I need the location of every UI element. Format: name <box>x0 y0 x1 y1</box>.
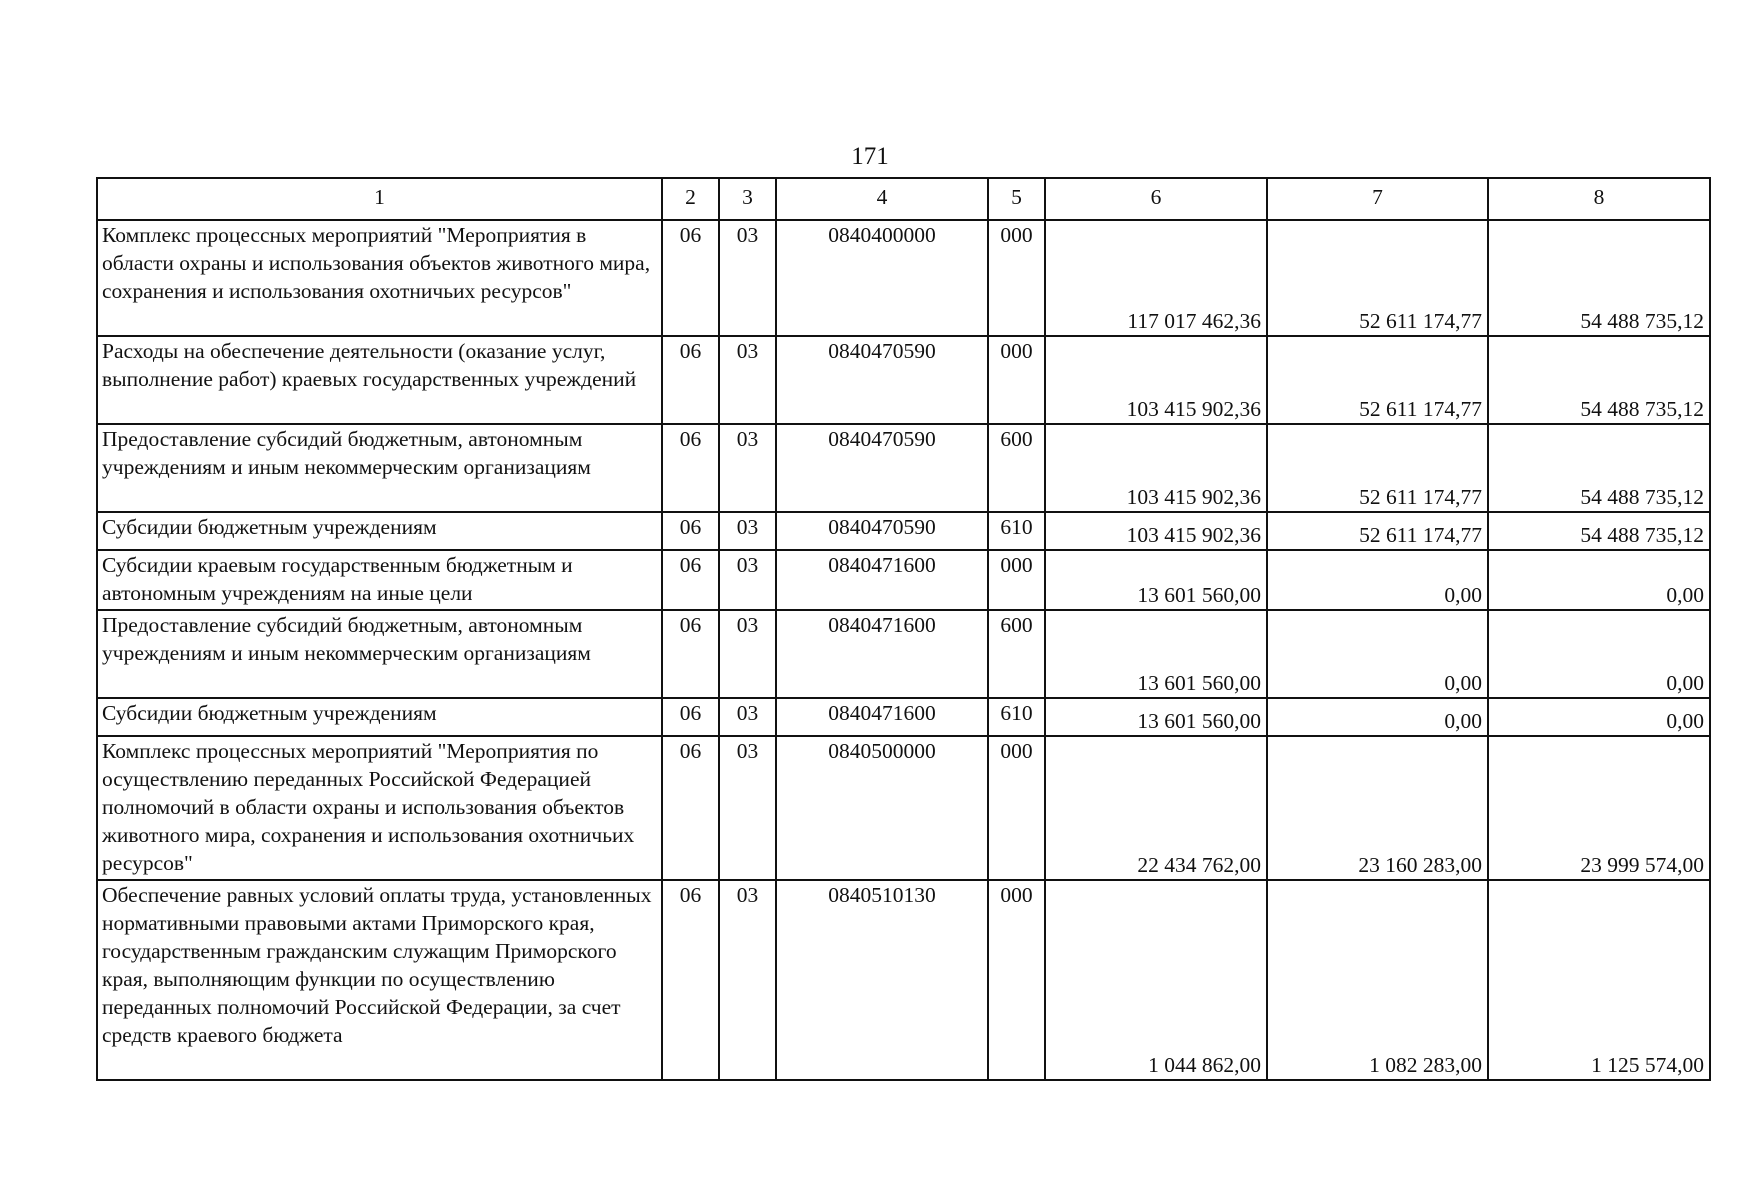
amount-col7: 0,00 <box>1267 550 1488 610</box>
item-name: Комплекс процессных мероприятий "Мероприятия в области охраны и использования объектов животного мира, сохранения и использования охотничьих ресурсов" <box>97 220 662 336</box>
target-article-code: 0840400000 <box>776 220 988 336</box>
target-article-code: 0840471600 <box>776 610 988 698</box>
table-row <box>97 512 1710 550</box>
item-name: Субсидии бюджетным учреждениям <box>97 698 662 736</box>
column-header: 7 <box>1267 178 1488 220</box>
budget-table <box>96 177 1711 1081</box>
column-header: 3 <box>719 178 776 220</box>
table-row <box>97 610 1710 698</box>
amount-col8: 54 488 735,12 <box>1488 424 1710 512</box>
expense-type-code: 000 <box>988 220 1045 336</box>
amount-col6: 1 044 862,00 <box>1045 880 1267 1080</box>
amount-col6: 117 017 462,36 <box>1045 220 1267 336</box>
section-code: 06 <box>662 880 719 1080</box>
subsection-code: 03 <box>719 698 776 736</box>
target-article-code: 0840510130 <box>776 880 988 1080</box>
column-header: 8 <box>1488 178 1710 220</box>
section-code: 06 <box>662 736 719 880</box>
column-header: 5 <box>988 178 1045 220</box>
item-name: Предоставление субсидий бюджетным, автономным учреждениям и иным некоммерческим организациям <box>97 424 662 512</box>
section-code: 06 <box>662 512 719 550</box>
expense-type-code: 600 <box>988 424 1045 512</box>
amount-col7: 0,00 <box>1267 698 1488 736</box>
section-code: 06 <box>662 610 719 698</box>
item-name: Субсидии бюджетным учреждениям <box>97 512 662 550</box>
table-row <box>97 880 1710 1080</box>
column-header: 2 <box>662 178 719 220</box>
amount-col7: 52 611 174,77 <box>1267 512 1488 550</box>
expense-type-code: 610 <box>988 698 1045 736</box>
amount-col8: 0,00 <box>1488 698 1710 736</box>
subsection-code: 03 <box>719 610 776 698</box>
subsection-code: 03 <box>719 336 776 424</box>
expense-type-code: 600 <box>988 610 1045 698</box>
subsection-code: 03 <box>719 736 776 880</box>
amount-col7: 1 082 283,00 <box>1267 880 1488 1080</box>
item-name: Субсидии краевым государственным бюджетным и автономным учреждениям на иные цели <box>97 550 662 610</box>
section-code: 06 <box>662 698 719 736</box>
target-article-code: 0840470590 <box>776 424 988 512</box>
amount-col6: 103 415 902,36 <box>1045 424 1267 512</box>
table-row <box>97 698 1710 736</box>
target-article-code: 0840471600 <box>776 698 988 736</box>
amount-col6: 103 415 902,36 <box>1045 512 1267 550</box>
table-row <box>97 336 1710 424</box>
subsection-code: 03 <box>719 424 776 512</box>
expense-type-code: 000 <box>988 880 1045 1080</box>
target-article-code: 0840470590 <box>776 336 988 424</box>
amount-col6: 13 601 560,00 <box>1045 610 1267 698</box>
amount-col8: 54 488 735,12 <box>1488 512 1710 550</box>
column-header: 1 <box>97 178 662 220</box>
amount-col6: 22 434 762,00 <box>1045 736 1267 880</box>
item-name: Комплекс процессных мероприятий "Мероприятия по осуществлению переданных Российской Федерацией полномочий в области охраны и использования объектов животного мира, сохранения и использования охотничьих ресурсов" <box>97 736 662 880</box>
subsection-code: 03 <box>719 220 776 336</box>
table-row <box>97 550 1710 610</box>
column-header: 4 <box>776 178 988 220</box>
expense-type-code: 610 <box>988 512 1045 550</box>
expense-type-code: 000 <box>988 736 1045 880</box>
expense-type-code: 000 <box>988 336 1045 424</box>
amount-col8: 23 999 574,00 <box>1488 736 1710 880</box>
header-row <box>97 178 1710 220</box>
item-name: Предоставление субсидий бюджетным, автономным учреждениям и иным некоммерческим организациям <box>97 610 662 698</box>
amount-col8: 54 488 735,12 <box>1488 220 1710 336</box>
amount-col6: 13 601 560,00 <box>1045 550 1267 610</box>
item-name: Расходы на обеспечение деятельности (оказание услуг, выполнение работ) краевых государственных учреждений <box>97 336 662 424</box>
subsection-code: 03 <box>719 550 776 610</box>
target-article-code: 0840500000 <box>776 736 988 880</box>
table-row <box>97 220 1710 336</box>
amount-col7: 52 611 174,77 <box>1267 220 1488 336</box>
target-article-code: 0840470590 <box>776 512 988 550</box>
column-header: 6 <box>1045 178 1267 220</box>
section-code: 06 <box>662 550 719 610</box>
section-code: 06 <box>662 220 719 336</box>
amount-col8: 1 125 574,00 <box>1488 880 1710 1080</box>
amount-col8: 54 488 735,12 <box>1488 336 1710 424</box>
item-name: Обеспечение равных условий оплаты труда, установленных нормативными правовыми актами Приморского края, государственным гражданским служащим Приморского края, выполняющим функции по осуществлению переданных полномочий Российской Федерации, за счет средств краевого бюджета <box>97 880 662 1080</box>
amount-col6: 13 601 560,00 <box>1045 698 1267 736</box>
section-code: 06 <box>662 424 719 512</box>
amount-col7: 0,00 <box>1267 610 1488 698</box>
table-row <box>97 424 1710 512</box>
subsection-code: 03 <box>719 880 776 1080</box>
target-article-code: 0840471600 <box>776 550 988 610</box>
amount-col6: 103 415 902,36 <box>1045 336 1267 424</box>
amount-col7: 23 160 283,00 <box>1267 736 1488 880</box>
page-number: 171 <box>851 143 889 170</box>
amount-col8: 0,00 <box>1488 550 1710 610</box>
subsection-code: 03 <box>719 512 776 550</box>
section-code: 06 <box>662 336 719 424</box>
table-row <box>97 736 1710 880</box>
expense-type-code: 000 <box>988 550 1045 610</box>
amount-col8: 0,00 <box>1488 610 1710 698</box>
amount-col7: 52 611 174,77 <box>1267 336 1488 424</box>
amount-col7: 52 611 174,77 <box>1267 424 1488 512</box>
